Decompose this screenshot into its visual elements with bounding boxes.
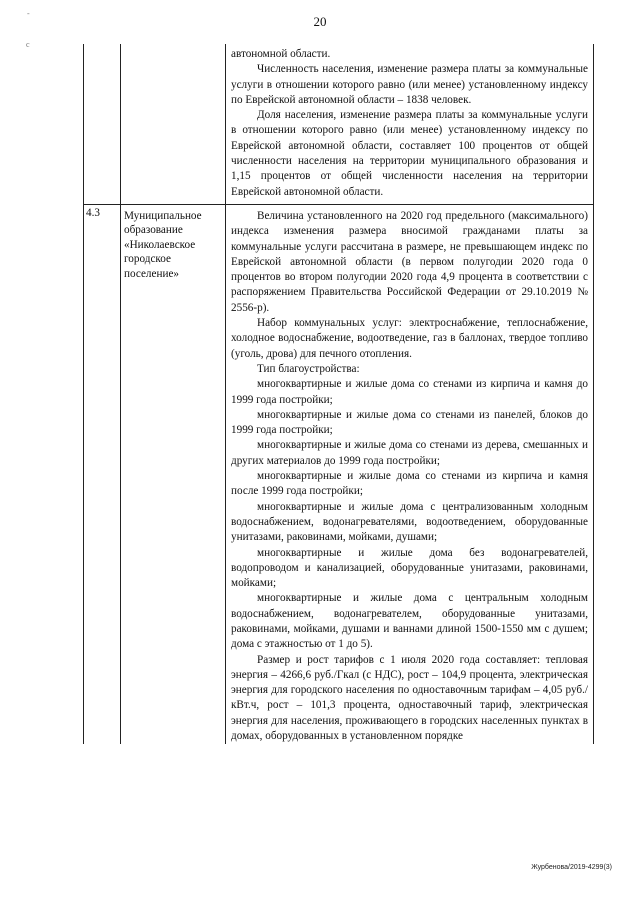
page-number: 20 [313,14,327,29]
document-footer-code: Журбенова/2019-4299(3) [531,864,612,871]
row-name-cell [121,44,226,204]
paragraph: многоквартирные и жилые дома с централизованным холодным водоснабжением, водонагревателями, водоотведением, оборудованные унитазами, раковинами, мойками, душами; [231,500,588,544]
paragraph: Численность населения, изменение размера платы за коммунальные услуги в отношении которого равно (или менее) установленному индексу по Еврейской автономной области – 1838 человек. [231,63,588,106]
paragraph: многоквартирные и жилые дома без водонагревателей, водопроводом и канализацией, оборудованные унитазами, раковинами, мойками; [231,546,588,590]
municipality-name: Муниципальное образование «Николаевское городское поселение» [124,209,202,280]
margin-mark: - [27,9,30,18]
paragraph: многоквартирные и жилые дома с центральным холодным водоснабжением, водонагревателем, оборудованные унитазами, раковинами, мойками, душами и ваннами длиной 1500-1550 мм с душем; дома с этажностью от 1 до 5). [231,592,588,651]
row-number: 4.3 [86,206,100,219]
paragraph: многоквартирные и жилые дома со стенами из дерева, смешанных и других материалов до 1999 года постройки; [231,439,588,467]
paragraph: Величина установленного на 2020 год предельного (максимального) индекса изменения размера вносимой гражданами платы за коммунальные услуги рассчитана в размере, не превышающем индекс по Еврейской автономной области (в первом полугодии 2020 года 0 процентов во втором полугодии 2020 года 4,9 процента в соответствии с распоряжением Правительства Российской Федерации от 29.10.2019 № 2556-р). [231,209,588,314]
margin-mark: c [26,40,30,49]
paragraph: Тип благоустройства: [257,362,360,375]
paragraph: многоквартирные и жилые дома со стенами из панелей, блоков до 1999 года постройки; [231,408,588,437]
paragraph: многоквартирные и жилые дома со стенами из кирпича и камня после 1999 года постройки; [231,470,588,498]
table-row [84,44,594,204]
paragraph: автономной области. [231,48,331,60]
tariff-table [83,44,594,744]
row-text-cell [226,44,594,204]
paragraph: многоквартирные и жилые дома со стенами из кирпича и камня до 1999 года постройки; [231,378,588,406]
paragraph: Размер и рост тарифов с 1 июля 2020 года составляет: тепловая энергия – 4266,6 руб./Гкал (с НДС), рост – 104,9 процента, электрическая энергия для городского населения по одноставочным тарифам – 4,05 руб./кВт.ч, рост – 101,3 процента, одноставочный тариф, электрическая энергия для населения, проживающего в городских населенных пунктах в домах, оборудованных в установленном порядке [231,653,588,743]
row-text-cell [226,204,594,744]
paragraph: Набор коммунальных услуг: электроснабжение, теплоснабжение, холодное водоснабжение, водоотведение, газ в баллонах, твердое топливо (уголь, дрова) для печного отопления. [231,317,588,360]
paragraph: Доля населения, изменение размера платы за коммунальные услуги в отношении которого равно (или менее) установленному индексу по Еврейской автономной области, составляет 100 процентов от общей численности населения на территории муниципального образования и 1,15 процентов от общей численности населения на территории Еврейской автономной области. [231,109,588,198]
row-name-cell [121,204,226,744]
row-number-cell [84,44,121,204]
row-number-cell [84,204,121,744]
table-row [84,204,594,744]
